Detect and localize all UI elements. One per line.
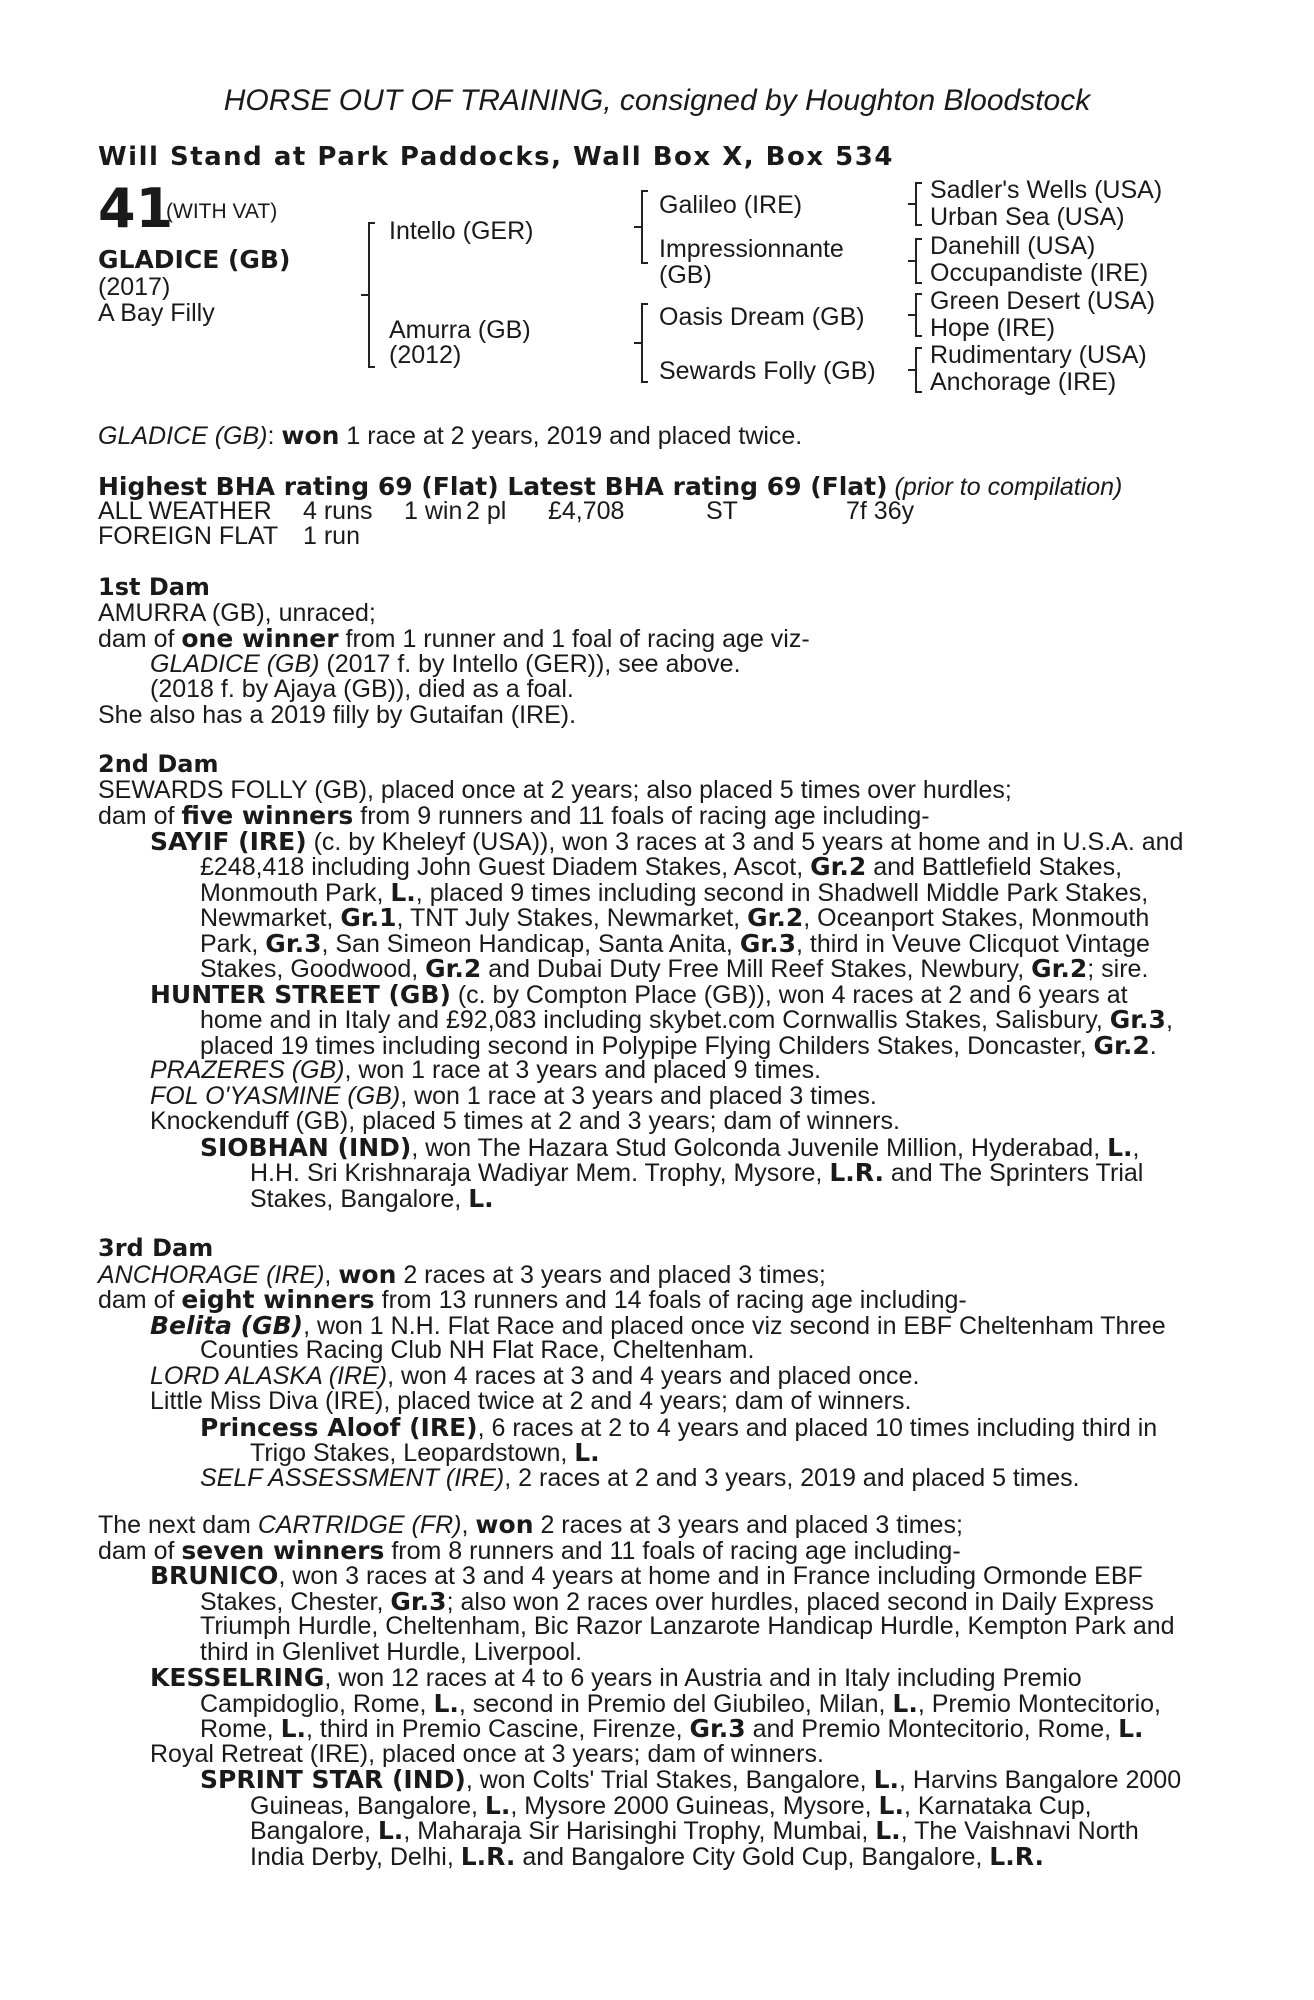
text: , won 4 races at 3 and 4 years and placed once. [387, 1361, 920, 1390]
text: , [1165, 1006, 1173, 1034]
text: , 2 races at 2 and 3 years, 2019 and placed 5 times. [504, 1463, 1080, 1492]
pedigree-brace-2a [641, 190, 643, 264]
dam3-line [98, 1412, 1208, 1442]
grade: Gr.2 [810, 852, 867, 881]
text: and Bangalore City Gold Cup, Bangalore, [515, 1842, 990, 1871]
text: , San Simeon Handicap, Santa Anita, [321, 929, 740, 958]
text: 2 races at 3 years and placed 3 times; [396, 1260, 826, 1289]
text: Trigo Stakes, Leopardstown, [250, 1439, 575, 1467]
text: , third in Premio Cascine, Firenze, [306, 1715, 690, 1743]
grade: L. [280, 1714, 307, 1743]
pedigree-brace-3a [915, 182, 917, 226]
pedigree-ddd: Anchorage (IRE) [930, 368, 1117, 396]
horse-year: (2017) [98, 273, 171, 301]
dam2-line [98, 877, 1208, 907]
text: , won 3 races at 3 and 4 years at home and in France including Ormonde EBF [278, 1562, 1143, 1590]
text: , won 1 race at 3 years and placed 9 times. [344, 1056, 822, 1084]
nextdam-line [98, 1563, 1208, 1589]
grade: L.R. [829, 1158, 884, 1187]
pedigree-brace-3d [915, 347, 917, 393]
grade: Gr.2 [425, 954, 482, 983]
dam1-line [98, 649, 1208, 678]
pedigree-sire-sire: Galileo (IRE) [659, 191, 803, 219]
grade: Gr.3 [689, 1714, 746, 1743]
pedigree-brace-1 [368, 222, 370, 368]
dam3-line [98, 1259, 1208, 1289]
dam2-line: Knockenduff (GB), placed 5 times at 2 and 3 years; dam of winners. [150, 1107, 900, 1135]
text: , Mysore 2000 Guineas, Mysore, [510, 1791, 879, 1820]
text: , third in Veuve Clicquot Vintage [796, 929, 1150, 958]
dam3-line: Little Miss Diva (IRE), placed twice at 2 and 4 years; dam of winners. [150, 1387, 912, 1415]
text: , Premio Montecitorio, [917, 1689, 1161, 1718]
aw-runs: 4 runs [303, 497, 373, 525]
dam2-line [98, 979, 1208, 1009]
dam1-line: AMURRA (GB), unraced; [98, 598, 376, 627]
nextdam-line [98, 1716, 1208, 1742]
pedigree-dsd: Hope (IRE) [930, 314, 1056, 342]
summary-rest: 1 race at 2 years, 2019 and placed twice. [346, 422, 803, 450]
winners-count: eight winners [181, 1285, 375, 1314]
nextdam-line [98, 1841, 1208, 1871]
nextdam-line [98, 1818, 1208, 1844]
dam2-line [98, 1058, 1208, 1084]
winners-count: one winner [181, 624, 339, 653]
winner-name: HUNTER STREET (GB) [150, 979, 451, 1009]
text: dam of [98, 1536, 182, 1565]
stand-location: Will Stand at Park Paddocks, Wall Box X, Box 534 [98, 142, 894, 172]
text: 2 races at 3 years and placed 3 times; [533, 1511, 963, 1539]
text: and Battlefield Stakes, [866, 853, 1123, 881]
text: , [461, 1511, 476, 1539]
grade: Gr.3 [739, 928, 796, 958]
rating-note: (prior to compilation) [894, 473, 1123, 501]
pedigree-dam: Amurra (GB) [389, 316, 531, 344]
grade: L. [468, 1183, 494, 1213]
pedigree-dam-dam: Sewards Folly (GB) [659, 357, 876, 385]
text: Campidoglio, Rome, [200, 1689, 434, 1718]
pedigree-sire: Intello (GER) [389, 217, 534, 245]
text: Rome, [200, 1715, 281, 1743]
text: and Dubai Duty Free Mill Reef Stakes, Newbury, [481, 955, 1032, 983]
text: and The Sprinters Trial [883, 1159, 1144, 1187]
section-heading: 3rd Dam [98, 1234, 214, 1262]
dam3-line [98, 1361, 1208, 1390]
text: H.H. Sri Krishnaraja Wadiyar Mem. Trophy, Mysore, [250, 1159, 830, 1187]
text: dam of [98, 802, 182, 830]
grade: L.R. [460, 1841, 516, 1871]
pedigree-sds: Danehill (USA) [930, 232, 1096, 260]
dam2-line: SEWARDS FOLLY (GB), placed once at 2 years; also placed 5 times over hurdles; [98, 775, 1012, 804]
text: from 8 runners and 11 foals of racing age including- [384, 1536, 961, 1565]
text: from 1 runner and 1 foal of racing age viz- [338, 625, 810, 653]
pedigree-dds: Rudimentary (USA) [930, 341, 1147, 369]
dam1-line [98, 626, 1208, 652]
pedigree-ssd: Urban Sea (USA) [930, 203, 1125, 231]
text: , won Colts' Trial Stakes, Bangalore, [465, 1766, 874, 1794]
winner-name: Princess Aloof (IRE) [200, 1412, 478, 1442]
horse-name: GLADICE (GB) [98, 245, 291, 274]
grade: L. [892, 1688, 918, 1718]
dam2-line [98, 1132, 1208, 1162]
dam1-line: (2018 f. by Ajaya (GB)), died as a foal. [150, 675, 574, 703]
dam2-line [98, 1007, 1208, 1033]
pedigree-brace-2b [641, 303, 643, 383]
text: , Harvins Bangalore 2000 [899, 1766, 1182, 1794]
horse-name: LORD ALASKA (IRE) [150, 1361, 388, 1390]
nextdam-line: Triumph Hurdle, Cheltenham, Bic Razor Lanzarote Handicap Hurdle, Kempton Park and [200, 1612, 1175, 1640]
winner-name: SIOBHAN (IND) [200, 1132, 412, 1162]
nextdam-line: Royal Retreat (IRE), placed once at 3 years; dam of winners. [150, 1739, 824, 1768]
nextdam-line [98, 1790, 1208, 1820]
text: , [324, 1260, 339, 1289]
text: from 9 runners and 11 foals of racing age including- [353, 802, 930, 830]
grade: L. [1107, 1132, 1133, 1162]
nextdam-line [98, 1665, 1208, 1691]
text: (2017 f. by Intello (GER)), see above. [319, 649, 741, 678]
text: (c. by Kheleyf (USA)), won 3 races at 3 and 5 years at home and in U.S.A. and [306, 827, 1184, 856]
vat-note: (WITH VAT) [166, 200, 278, 223]
text: ; also won 2 races over hurdles, placed second in Daily Express [446, 1587, 1154, 1616]
grade: L. [873, 1765, 899, 1794]
aw-surface: ST [706, 497, 738, 525]
text: home and in Italy and £92,083 including skybet.com Cornwallis Stakes, Salisbury, [200, 1006, 1110, 1034]
dam3-line [98, 1310, 1208, 1340]
dam2-line [98, 1081, 1208, 1110]
grade: L. [574, 1438, 600, 1467]
nextdam-line [98, 1535, 1208, 1565]
nextdam-line [98, 1767, 1208, 1793]
text: £248,418 including John Guest Diadem Stakes, Ascot, [200, 853, 811, 881]
grade: L. [390, 877, 416, 907]
page-title: HORSE OUT OF TRAINING, consigned by Houghton Bloodstock [223, 84, 1091, 117]
text: , Maharaja Sir Harisinghi Trophy, Mumbai, [403, 1817, 876, 1845]
text: , won 1 N.H. Flat Race and placed once viz second in EBF Cheltenham Three [303, 1311, 1166, 1340]
aw-wins: 1 win [404, 497, 463, 525]
text: and Premio Montecitorio, Rome, [745, 1715, 1119, 1743]
grade: L.R. [989, 1841, 1044, 1871]
bha-rating-text: Highest BHA rating 69 (Flat) Latest BHA rating 69 (Flat) [98, 472, 888, 501]
text: Guineas, Bangalore, [250, 1791, 485, 1820]
aw-distance: 7f 36y [846, 497, 915, 525]
nextdam-line [98, 1586, 1208, 1616]
text: ; sire. [1087, 955, 1149, 983]
won-label: won [338, 1259, 397, 1289]
pedigree-brace-3c [915, 293, 917, 337]
dam3-line: Counties Racing Club NH Flat Race, Cheltenham. [200, 1336, 755, 1364]
grade: Gr.3 [1109, 1005, 1166, 1034]
text: , TNT July Stakes, Newmarket, [396, 904, 748, 932]
text: , won 1 race at 3 years and placed 3 times. [400, 1081, 877, 1110]
grade: L. [878, 1790, 904, 1820]
ff-label: FOREIGN FLAT [98, 522, 279, 550]
text: , won The Hazara Stud Golconda Juvenile Million, Hyderabad, [411, 1133, 1108, 1162]
third-dam-section [98, 1236, 1208, 1491]
text: , Karnataka Cup, [903, 1791, 1092, 1820]
pedigree-dam-sire: Oasis Dream (GB) [659, 303, 865, 331]
text: , placed 9 times including second in Shadwell Middle Park Stakes, [415, 878, 1149, 907]
grade: Gr.2 [747, 903, 804, 932]
horse-name: SELF ASSESSMENT (IRE) [200, 1463, 505, 1492]
dam3-line [98, 1463, 1208, 1492]
ff-runs: 1 run [303, 522, 360, 550]
text: , Oceanport Stakes, Monmouth [803, 904, 1150, 932]
aw-placed: 2 pl [466, 497, 507, 525]
pedigree-sdd: Occupandiste (IRE) [930, 259, 1149, 287]
dam2-line [98, 956, 1208, 982]
foreign-flat-row [98, 524, 498, 550]
grade: Gr.3 [390, 1586, 447, 1616]
text: dam of [98, 1286, 182, 1314]
pedigree-dam-year: (2012) [389, 341, 462, 369]
dam3-line [98, 1287, 1208, 1313]
dam2-line [98, 803, 1208, 829]
text: Newmarket, [200, 904, 341, 932]
winner-name: SAYIF (IRE) [150, 826, 307, 856]
grade: Gr.2 [1093, 1030, 1150, 1060]
winner-name: BRUNICO [150, 1561, 279, 1590]
horse-description: A Bay Filly [98, 299, 215, 327]
text: Bangalore, [250, 1817, 378, 1845]
winner-name: Belita (GB) [150, 1310, 304, 1340]
text: Stakes, Bangalore, [250, 1184, 469, 1213]
text: Stakes, Chester, [200, 1587, 391, 1616]
dam2-line [98, 928, 1208, 958]
foal-name: GLADICE (GB) [150, 649, 320, 678]
horse-name: FOL O'YASMINE (GB) [150, 1081, 401, 1110]
text: dam of [98, 625, 182, 653]
pedigree-sire-dam-2: (GB) [659, 261, 712, 289]
dam2-line [98, 854, 1208, 880]
lot-number: 41 [98, 177, 174, 240]
summary-won: won [281, 421, 340, 450]
winners-count: seven winners [181, 1535, 385, 1565]
grade: L. [377, 1816, 404, 1845]
text: Stakes, Goodwood, [200, 955, 426, 983]
grade: L. [484, 1790, 511, 1820]
text: from 13 runners and 14 foals of racing age including- [374, 1286, 967, 1314]
dam2-line [98, 1030, 1208, 1060]
grade: L. [875, 1816, 901, 1845]
grade: L. [1118, 1714, 1144, 1743]
pedigree-brace-3b [915, 238, 917, 284]
text: The next dam [98, 1511, 258, 1539]
pedigree-dss: Green Desert (USA) [930, 287, 1156, 315]
grade: Gr.1 [340, 903, 397, 932]
section-heading: 2nd Dam [98, 750, 219, 778]
horse-name: ANCHORAGE (IRE) [98, 1260, 325, 1289]
dam1-line: She also has a 2019 filly by Gutaifan (IRE). [98, 700, 577, 729]
pedigree-sss: Sadler's Wells (USA) [930, 176, 1163, 204]
text: , The Vaishnavi North [900, 1817, 1139, 1845]
text: , 6 races at 2 to 4 years and placed 10 times including third in [477, 1413, 1158, 1442]
text: Monmouth Park, [200, 878, 391, 907]
winners-count: five winners [181, 801, 354, 830]
dam2-line [98, 826, 1208, 856]
text: placed 19 times including second in Polypipe Flying Childers Stakes, Doncaster, [200, 1031, 1094, 1060]
summary-horse: GLADICE (GB) [98, 422, 268, 450]
nextdam-line [98, 1512, 1208, 1538]
text: , won 12 races at 4 to 6 years in Austria and in Italy including Premio [324, 1664, 1082, 1692]
aw-earnings: £4,708 [548, 497, 625, 525]
dam2-line [98, 1160, 1208, 1186]
next-dam-section [98, 1512, 1208, 1869]
horse-name: PRAZERES (GB) [150, 1056, 345, 1084]
first-dam-section [98, 575, 1208, 728]
section-heading: 1st Dam [98, 573, 210, 601]
grade: Gr.3 [265, 928, 322, 958]
text: , [1132, 1133, 1140, 1162]
text: India Derby, Delhi, [250, 1842, 461, 1871]
pedigree-sire-dam: Impressionnante [659, 235, 844, 263]
dam2-line [98, 905, 1208, 931]
text: (c. by Compton Place (GB)), won 4 races at 2 and 6 years at [450, 980, 1128, 1009]
grade: Gr.2 [1031, 954, 1088, 983]
text: , second in Premio del Giubileo, Milan, [458, 1689, 893, 1718]
winner-name: KESSELRING [150, 1663, 325, 1692]
aw-label: ALL WEATHER [98, 497, 272, 525]
nextdam-line: third in Glenlivet Hurdle, Liverpool. [200, 1637, 583, 1666]
nextdam-line [98, 1688, 1208, 1718]
dam3-line [98, 1440, 1208, 1466]
horse-name: CARTRIDGE (FR) [257, 1511, 462, 1539]
dam2-line [98, 1183, 1208, 1213]
grade: L. [433, 1688, 459, 1718]
text: Park, [200, 929, 266, 958]
winner-name: SPRINT STAR (IND) [200, 1765, 466, 1794]
text: . [1149, 1031, 1157, 1060]
race-summary: GLADICE (GB): won 1 race at 2 years, 2019 and placed twice. [98, 421, 803, 450]
won-label: won [475, 1510, 534, 1539]
second-dam-section [98, 752, 1208, 1211]
